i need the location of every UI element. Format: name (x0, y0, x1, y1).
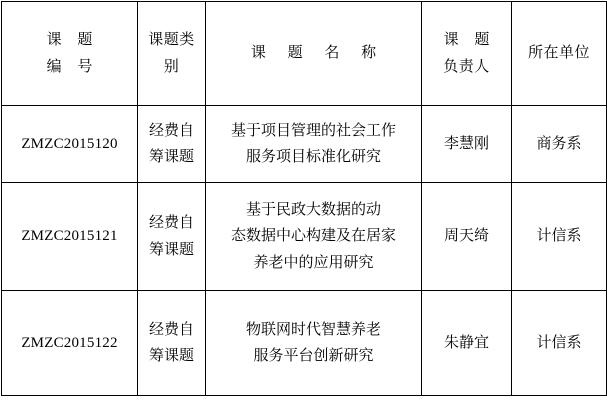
project-name-line-2: 态数据中心构建及在居家 (230, 228, 396, 245)
cell-project-code: ZMZC2015120 (2, 106, 138, 183)
project-name-line-2: 服务项目标准化研究 (245, 149, 381, 165)
cell-project-type (138, 106, 206, 183)
cell-project-name (206, 106, 422, 183)
header-cell-code (2, 2, 138, 106)
header-type-line-1: 课题类 (148, 32, 195, 49)
table-header-row (2, 2, 607, 106)
project-type-line-1: 经费自 (148, 321, 194, 338)
header-code-line-2: 编 号 (46, 58, 99, 75)
header-type-line-2: 别 (163, 58, 180, 75)
header-cell-type (138, 2, 206, 106)
project-name-line-1: 物联网时代智慧养老 (245, 321, 381, 338)
header-cell-name (206, 2, 422, 106)
cell-project-unit: 商务系 (512, 106, 607, 183)
table-row (2, 183, 607, 291)
project-name-line-3: 养老中的应用研究 (253, 254, 374, 271)
document-page (0, 1, 607, 404)
project-name-line-1: 基于项目管理的社会工作 (230, 122, 396, 139)
header-cell-leader (422, 2, 512, 106)
cell-project-leader: 朱静宜 (422, 291, 512, 396)
cell-project-leader: 周天绮 (422, 183, 512, 291)
cell-project-code: ZMZC2015122 (2, 291, 138, 396)
header-name-line-1: 课 题 名 称 (250, 45, 386, 62)
project-type-line-2: 筹课题 (148, 149, 194, 165)
header-cell-unit (512, 2, 607, 106)
project-type-line-2: 筹课题 (148, 241, 194, 258)
table-row (2, 291, 607, 396)
cell-project-type (138, 291, 206, 396)
header-leader-line-1: 课 题 (443, 32, 496, 49)
project-type-line-1: 经费自 (148, 215, 194, 232)
header-code-line-1: 课 题 (46, 32, 99, 49)
project-name-line-1: 基于民政大数据的动 (245, 202, 381, 219)
table-row (2, 106, 607, 183)
cell-project-type (138, 183, 206, 291)
cell-project-unit: 计信系 (512, 183, 607, 291)
project-type-line-2: 筹课题 (148, 348, 194, 364)
header-unit-line-1: 所在单位 (527, 45, 590, 62)
cell-project-code: ZMZC2015121 (2, 183, 138, 291)
cell-project-name (206, 183, 422, 291)
cell-project-unit: 计信系 (512, 291, 607, 396)
cell-project-leader: 李慧刚 (422, 106, 512, 183)
project-type-line-1: 经费自 (148, 122, 194, 139)
project-name-line-2: 服务平台创新研究 (253, 348, 374, 364)
research-projects-table (1, 1, 607, 396)
header-leader-line-2: 负责人 (443, 58, 490, 75)
cell-project-name (206, 291, 422, 396)
